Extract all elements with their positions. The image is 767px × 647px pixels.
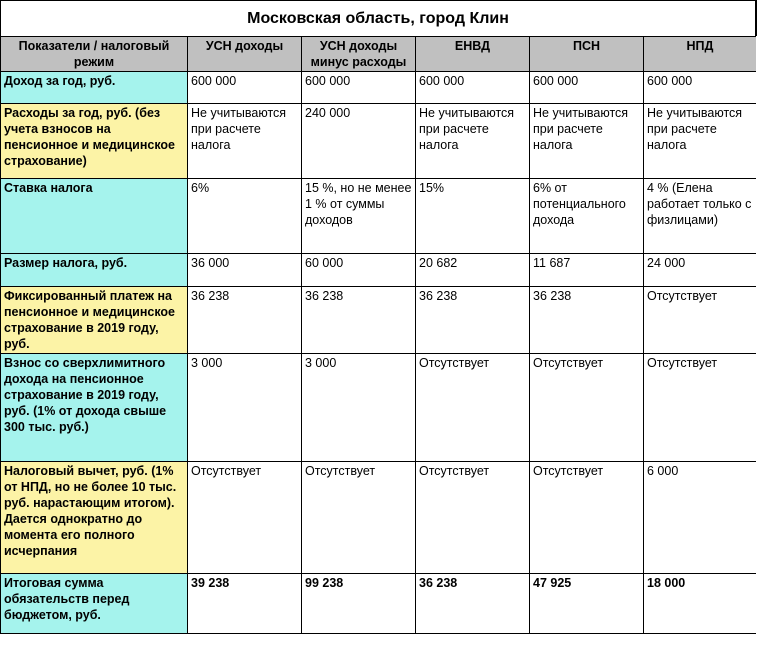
sheet-right-edge	[756, 0, 757, 36]
table-row	[1, 254, 757, 287]
table-cell[interactable]: Отсутствует	[416, 462, 530, 574]
table-cell[interactable]: 6%	[188, 179, 302, 254]
table-row	[1, 354, 757, 462]
column-header-psn[interactable]: ПСН	[530, 37, 644, 72]
table-row	[1, 179, 757, 254]
table-cell[interactable]: 24 000	[644, 254, 757, 287]
table-cell[interactable]: Отсутствует	[644, 354, 757, 462]
table-cell[interactable]: Не учитываются при расчете налога	[644, 104, 757, 179]
row-label-tax-deduction[interactable]: Налоговый вычет, руб. (1% от НПД, но не более 10 тыс. руб. нарастающим итогом). Дается однократно до момента его полного исчерпания	[1, 462, 188, 574]
table-cell[interactable]: Отсутствует	[530, 462, 644, 574]
column-header-indicators[interactable]: Показатели / налоговый режим	[1, 37, 188, 72]
table-cell[interactable]: Отсутствует	[644, 287, 757, 354]
row-label-excess-contribution[interactable]: Взнос со сверхлимитного дохода на пенсионное страхование в 2019 году, руб. (1% от дохода свыше 300 тыс. руб.)	[1, 354, 188, 462]
table-cell[interactable]: Не учитываются при расчете налога	[416, 104, 530, 179]
table-cell[interactable]: Отсутствует	[416, 354, 530, 462]
table-cell[interactable]: 15 %, но не менее 1 % от суммы доходов	[302, 179, 416, 254]
header-row	[1, 37, 757, 72]
table-cell[interactable]: 36 238	[530, 287, 644, 354]
table-row	[1, 287, 757, 354]
table-cell[interactable]: 6% от потенциального дохода	[530, 179, 644, 254]
table-cell[interactable]: 36 238	[416, 287, 530, 354]
table-cell[interactable]: 600 000	[188, 72, 302, 104]
table-row	[1, 104, 757, 179]
table-cell[interactable]: 36 238	[188, 287, 302, 354]
table-cell[interactable]: 600 000	[302, 72, 416, 104]
tax-comparison-table	[0, 36, 756, 634]
table-cell[interactable]: Отсутствует	[302, 462, 416, 574]
table-cell[interactable]: 15%	[416, 179, 530, 254]
table-cell[interactable]: 600 000	[644, 72, 757, 104]
row-label-annual-income[interactable]: Доход за год, руб.	[1, 72, 188, 104]
table-cell[interactable]: 47 925	[530, 574, 644, 634]
table-cell[interactable]: 600 000	[416, 72, 530, 104]
table-cell[interactable]: 20 682	[416, 254, 530, 287]
table-cell[interactable]: 600 000	[530, 72, 644, 104]
column-header-envd[interactable]: ЕНВД	[416, 37, 530, 72]
table-cell[interactable]: 39 238	[188, 574, 302, 634]
row-label-fixed-payment[interactable]: Фиксированный платеж на пенсионное и медицинское страхование в 2019 году, руб.	[1, 287, 188, 354]
table-cell[interactable]: 36 238	[416, 574, 530, 634]
table-cell[interactable]: Не учитываются при расчете налога	[188, 104, 302, 179]
column-header-usn-income[interactable]: УСН доходы	[188, 37, 302, 72]
row-label-annual-expenses[interactable]: Расходы за год, руб. (без учета взносов на пенсионное и медицинское страхование)	[1, 104, 188, 179]
table-cell[interactable]: Не учитываются при расчете налога	[530, 104, 644, 179]
table-cell[interactable]: 36 238	[302, 287, 416, 354]
table-cell[interactable]: 4 % (Елена работает только с физлицами)	[644, 179, 757, 254]
table-row	[1, 72, 757, 104]
table-cell[interactable]: 99 238	[302, 574, 416, 634]
table-cell[interactable]: 36 000	[188, 254, 302, 287]
table-cell[interactable]: 3 000	[302, 354, 416, 462]
row-label-total-obligations[interactable]: Итоговая сумма обязательств перед бюджетом, руб.	[1, 574, 188, 634]
table-cell[interactable]: 60 000	[302, 254, 416, 287]
table-row	[1, 574, 757, 634]
sheet-title: Московская область, город Клин	[0, 0, 756, 36]
table-cell[interactable]: Отсутствует	[530, 354, 644, 462]
column-header-npd[interactable]: НПД	[644, 37, 757, 72]
table-cell[interactable]: Отсутствует	[188, 462, 302, 574]
table-cell[interactable]: 6 000	[644, 462, 757, 574]
table-cell[interactable]: 11 687	[530, 254, 644, 287]
row-label-tax-amount[interactable]: Размер налога, руб.	[1, 254, 188, 287]
table-cell[interactable]: 18 000	[644, 574, 757, 634]
column-header-usn-income-minus-expenses[interactable]: УСН доходы минус расходы	[302, 37, 416, 72]
table-row	[1, 462, 757, 574]
row-label-tax-rate[interactable]: Ставка налога	[1, 179, 188, 254]
table-cell[interactable]: 3 000	[188, 354, 302, 462]
table-cell[interactable]: 240 000	[302, 104, 416, 179]
